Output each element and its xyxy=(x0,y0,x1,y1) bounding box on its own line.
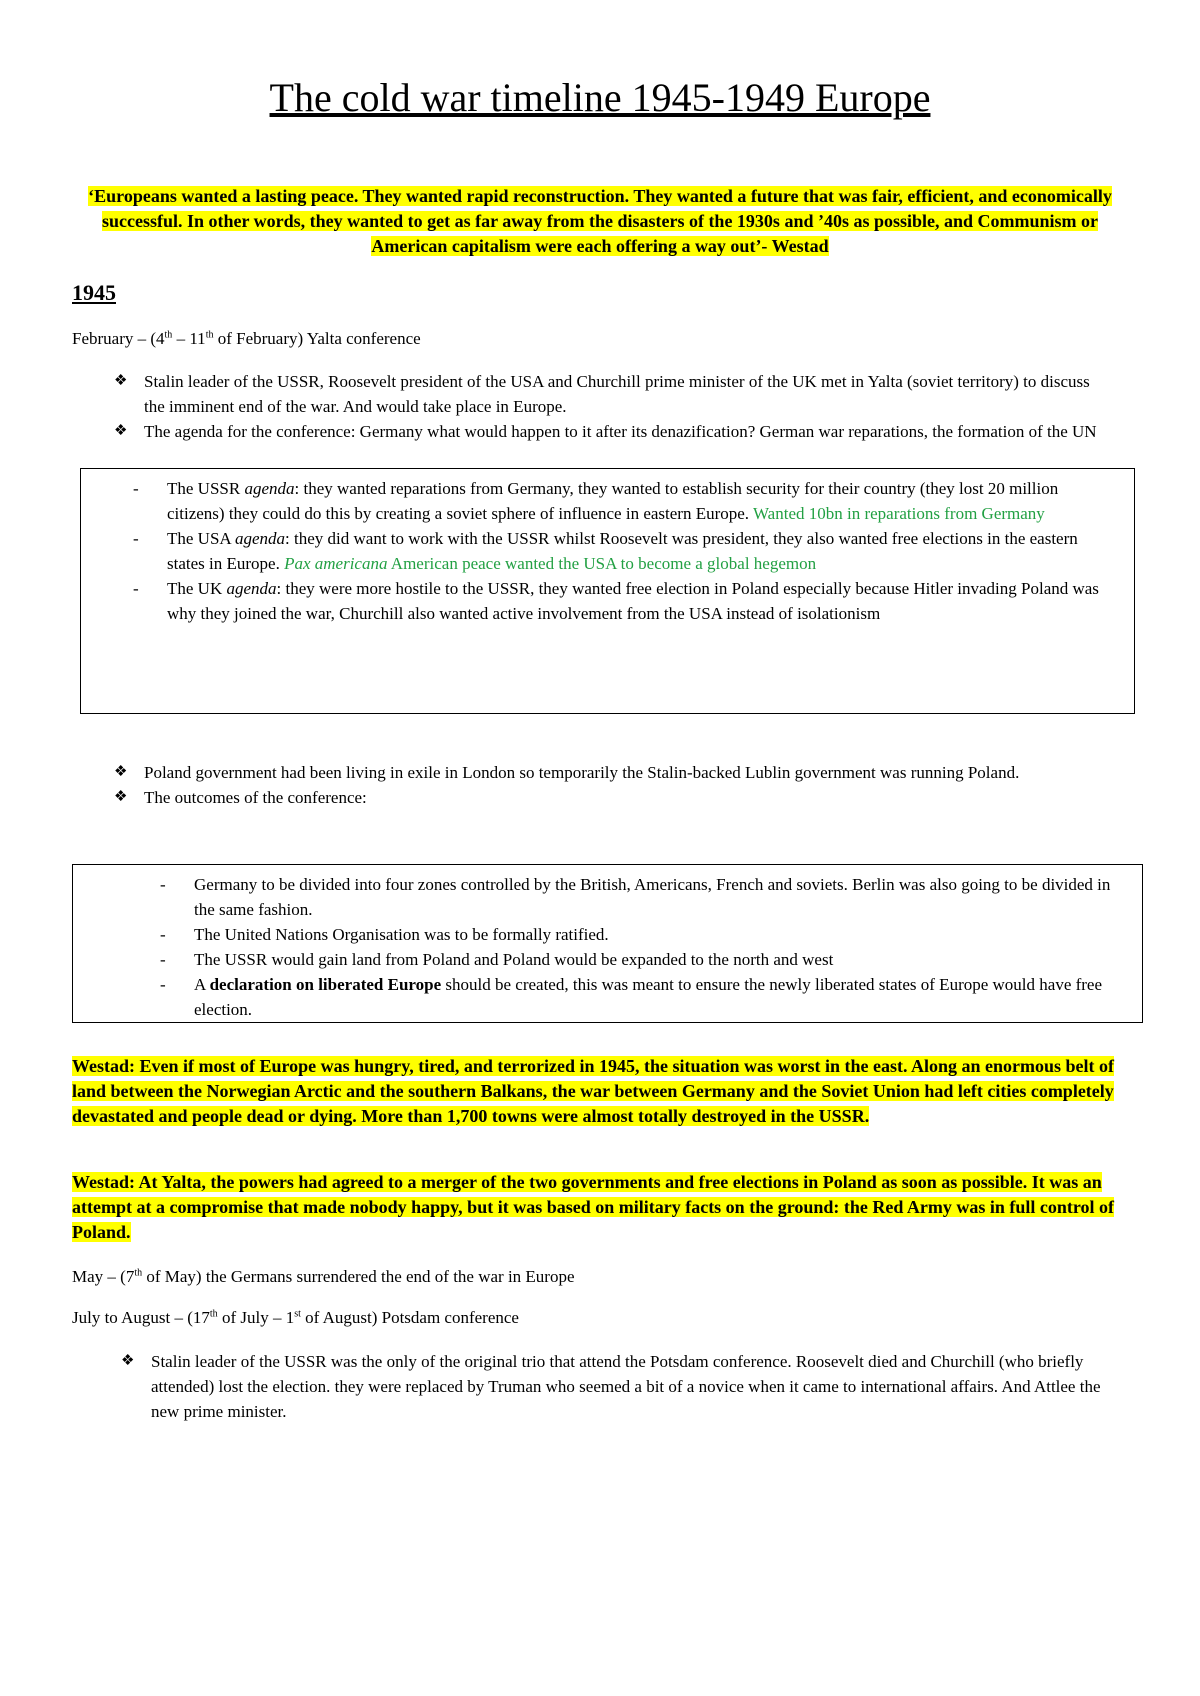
potsdam-heading: July to August – (17th of July – 1st of August) Potsdam conference xyxy=(72,1308,519,1327)
list-item: ❖ The outcomes of the conference: xyxy=(114,785,1126,810)
list-item: ❖ Poland government had been living in exile in London so temporarily the Stalin-backed Lublin government was running Poland. xyxy=(114,760,1126,785)
list-item: ❖ The agenda for the conference: Germany what would happen to it after its denazification? German war reparations, the formation of the UN xyxy=(114,419,1114,444)
page-title: The cold war timeline 1945-1949 Europe xyxy=(269,75,931,120)
diamond-bullet-icon: ❖ xyxy=(121,1353,135,1369)
list-item: ❖ Stalin leader of the USSR, Roosevelt president of the USA and Churchill prime minister of the UK met in Yalta (soviet territory) to discuss the imminent end of the war. And would take place in Europe. xyxy=(114,369,1114,419)
yalta-bullet-list xyxy=(114,369,1114,444)
westad-quote-2: Westad: At Yalta, the powers had agreed to a merger of the two governments and free elections in Poland as soon as possible. It was an attempt at a compromise that made nobody happy, but it was based on military facts on the ground: the Red Army was in full control of Poland. xyxy=(72,1172,1115,1242)
intro-quote xyxy=(70,184,1130,259)
list-item: - The USSR agenda: they wanted reparations from Germany, they wanted to establish security for their country (they lost 20 million citizens) they could do this by creating a soviet sphere of influence in eastern Europe. Wanted 10bn in reparations from Germany xyxy=(133,479,1059,523)
year-heading: 1945 xyxy=(72,280,116,305)
list-item: - A declaration on liberated Europe should be created, this was meant to ensure the newly liberated states of Europe would have free election. xyxy=(160,975,1103,1019)
list-item: - The USSR would gain land from Poland and Poland would be expanded to the north and west xyxy=(160,950,834,969)
list-item: ❖ Stalin leader of the USSR was the only of the original trio that attend the Potsdam conference. Roosevelt died and Churchill (who briefly attended) lost the election. they were replaced by Truman who seemed a bit of a novice when it came to international affairs. And Attlee the new prime minister. xyxy=(121,1349,1116,1424)
diamond-bullet-icon: ❖ xyxy=(114,789,128,805)
yalta-heading: February – (4th – 11th of February) Yalta conference xyxy=(72,329,421,348)
potsdam-bullet-list xyxy=(121,1349,1116,1424)
list-item: - The United Nations Organisation was to be formally ratified. xyxy=(160,925,609,944)
diamond-bullet-icon: ❖ xyxy=(114,764,128,780)
may-entry: May – (7th of May) the Germans surrendered the end of the war in Europe xyxy=(72,1267,575,1286)
westad-quote-1: Westad: Even if most of Europe was hungry, tired, and terrorized in 1945, the situation was worst in the east. Along an enormous belt of land between the Norwegian Arctic and the southern Balkans, the war between Germany and the Soviet Union had left cities completely devastated and people dead or dying. More than 1,700 towns were almost totally destroyed in the USSR. xyxy=(72,1056,1115,1126)
diamond-bullet-icon: ❖ xyxy=(114,423,128,439)
outcomes-list xyxy=(160,872,1120,1022)
intro-quote-text: ‘Europeans wanted a lasting peace. They wanted rapid reconstruction. They wanted a future that was fair, efficient, and economically successful. In other words, they wanted to get as far away from the disasters of the 1930s and ’40s as possible, and Communism or American capitalism were each offering a way out’- Westad xyxy=(88,186,1112,256)
list-item: - Germany to be divided into four zones controlled by the British, Americans, French and soviets. Berlin was also going to be divided in the same fashion. xyxy=(160,875,1111,919)
diamond-bullet-icon: ❖ xyxy=(114,373,128,389)
agenda-list xyxy=(133,476,1113,626)
poland-bullet-list xyxy=(114,760,1126,810)
list-item: - The USA agenda: they did want to work with the USSR whilst Roosevelt was president, they also wanted free elections in the eastern states in Europe. Pax americana American peace wanted the USA to become a global hegemon xyxy=(133,529,1078,573)
list-item: - The UK agenda: they were more hostile to the USSR, they wanted free election in Poland especially because Hitler invading Poland was why they joined the war, Churchill also wanted active involvement from the USA instead of isolationism xyxy=(133,579,1099,623)
